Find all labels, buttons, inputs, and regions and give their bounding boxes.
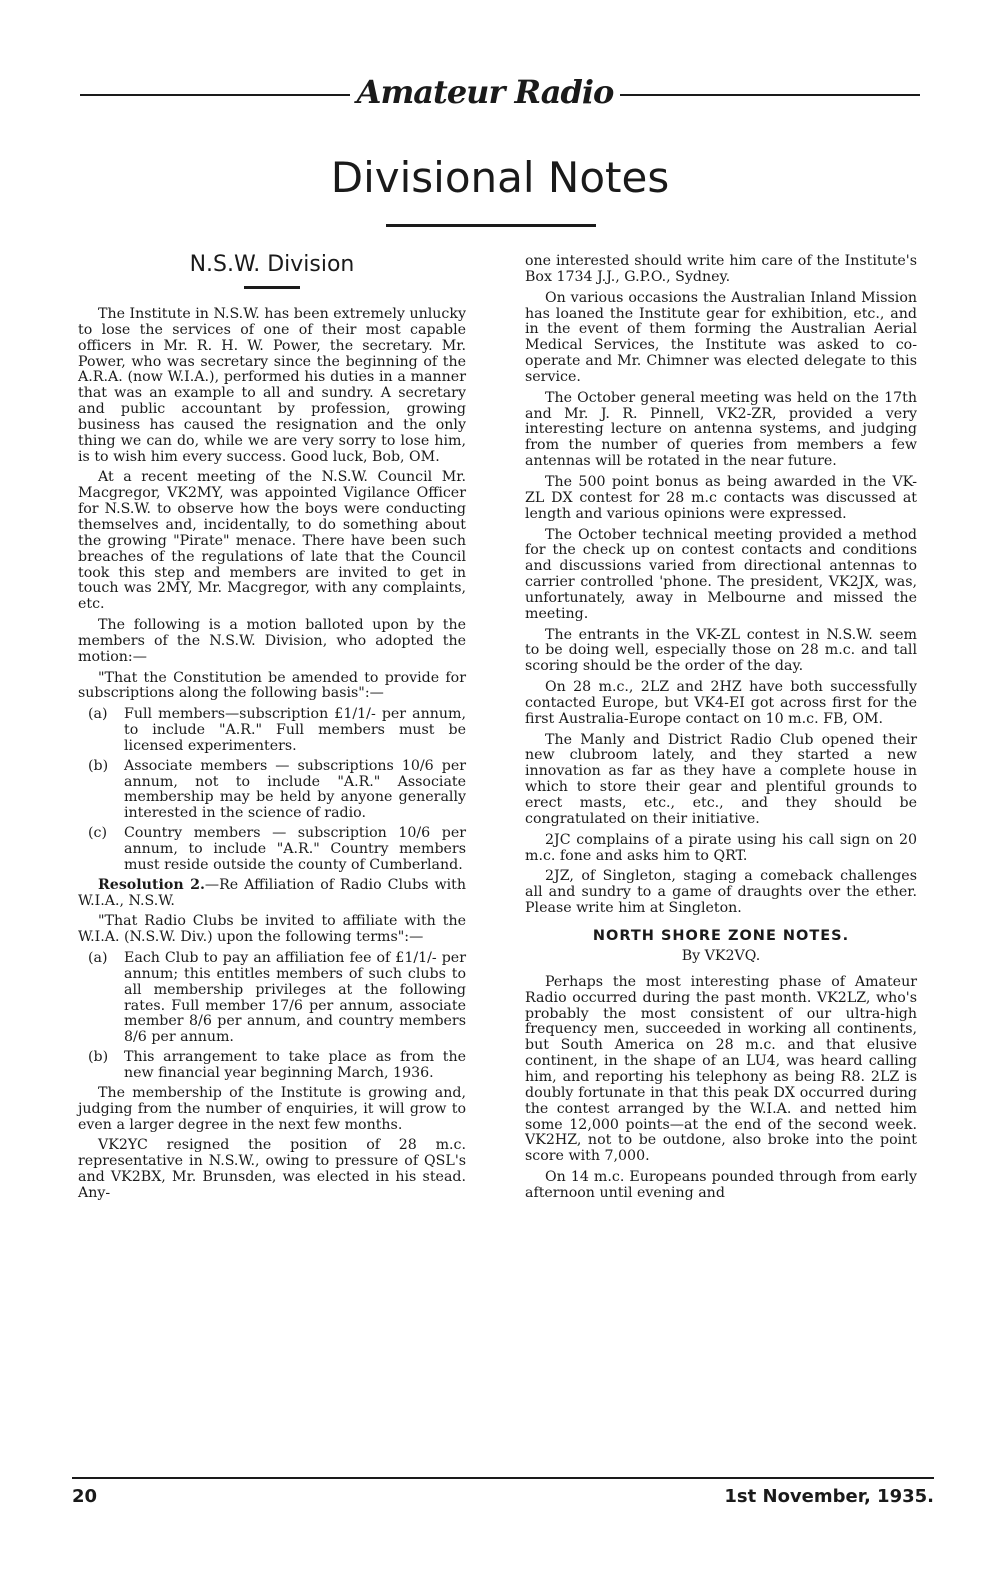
right-column	[525, 254, 917, 1207]
masthead-logo: Amateur Radio	[356, 73, 614, 111]
affiliation-item	[88, 951, 466, 1046]
affiliation-item	[88, 1050, 466, 1082]
subscription-item	[88, 707, 466, 755]
footer-rule	[72, 1477, 934, 1479]
page-title: Divisional Notes	[330, 153, 670, 202]
paragraph: The entrants in the VK-ZL contest in N.S.W. seem to be doing well, especially those on 28 m.c. and tall scoring should be the order of the day.	[525, 626, 917, 675]
page-number: 20	[72, 1486, 98, 1507]
list-text: This arrangement to take place as from the new financial year beginning March, 1936.	[124, 1049, 466, 1081]
subsection-heading: NORTH SHORE ZONE NOTES.	[592, 927, 850, 944]
paragraph-continued: one interested should write him care of the Institute's Box 1734 J.J., G.P.O., Sydney.	[525, 253, 917, 285]
title-underline	[386, 224, 596, 227]
list-text: Associate members — subscriptions 10/6 per annum, not to include "A.R." Associate membership may be held by anyone generally interested in the science of radio.	[124, 757, 466, 822]
paragraph: The 500 point bonus as being awarded in the VK-ZL DX contest for 28 m.c contacts was discussed at length and various opinions were expressed.	[525, 473, 917, 522]
masthead-rule-left	[80, 94, 350, 96]
resolution-quote: "That Radio Clubs be invited to affiliate with the W.I.A. (N.S.W. Div.) upon the following terms":—	[78, 913, 466, 946]
resolution-lead: Resolution 2.	[98, 876, 205, 893]
paragraph: "That the Constitution be amended to provide for subscriptions along the following basis":—	[78, 669, 466, 702]
paragraph: The following is a motion balloted upon by the members of the N.S.W. Division, who adopted the motion:—	[78, 617, 466, 665]
subscription-item	[88, 826, 466, 874]
section-rule	[244, 286, 300, 289]
paragraph: Perhaps the most interesting phase of Amateur Radio occurred during the past month. VK2LZ, who's probably the most consistent of our ultra-high frequency men, succeeded in working all continents, but South America on 28 m.c. and that elusive continent, in the shape of an LU4, was heard calling him, and reporting his telephony as being R8. 2LZ is doubly fortunate in that this peak DX occurred during the contest arranged by the W.I.A. and netted him some 12,000 points—at the end of the second week. VK2HZ, not to be outdone, also broke into the point score with 7,000.	[525, 973, 917, 1165]
paragraph: VK2YC resigned the position of 28 m.c. representative in N.S.W., owing to pressure of QSL's and VK2BX, Mr. Brunsden, was elected in his stead. Any-	[78, 1137, 466, 1201]
subscription-item	[88, 759, 466, 822]
paragraph: The October general meeting was held on the 17th and Mr. J. R. Pinnell, VK2-ZR, provided a very interesting lecture on antenna systems, and judging from the number of queries from members a few antennas will be rotated in the near future.	[525, 389, 917, 470]
byline: By VK2VQ.	[681, 947, 761, 964]
masthead-rule-right	[620, 94, 920, 96]
list-label: (a)	[88, 706, 108, 723]
list-label: (c)	[88, 825, 108, 842]
resolution-paragraph	[78, 878, 466, 910]
paragraph: The membership of the Institute is growing and, judging from the number of enquiries, it will grow to even a larger degree in the next few months.	[78, 1084, 466, 1133]
resolution-text: —Re Affiliation of Radio Clubs with W.I.A., N.S.W.	[78, 876, 466, 909]
paragraph: On 14 m.c. Europeans pounded through from early afternoon until evening and	[525, 1169, 917, 1201]
paragraph: At a recent meeting of the N.S.W. Council Mr. Macgregor, VK2MY, was appointed Vigilance Officer for N.S.W. to observe how the boys were conducting themselves and, incidentally, to do something about the growing "Pirate" menace. There have been such breaches of the regulations of late that the Council took this step and members are invited to get in touch was 2MY, Mr. Macgregor, with any complaints, etc.	[78, 469, 466, 613]
list-text: Full members—subscription £1/1/- per annum, to include "A.R." Full members must be licensed experimenters.	[124, 706, 466, 754]
list-label: (b)	[88, 1049, 109, 1066]
list-text: Each Club to pay an affiliation fee of £1/1/- per annum; this entitles members of such clubs to all membership privileges at the following rates. Full member 17/6 per annum, associate member 8/6 per annum, and country members 8/6 per annum.	[124, 950, 466, 1046]
paragraph: The Institute in N.S.W. has been extremely unlucky to lose the services of one of their most capable officers in Mr. R. H. W. Power, the secretary. Mr. Power, who was secretary since the beginning of the A.R.A. (now W.I.A.), performed his duties in a manner that was an example to all and sundry. A secretary and public accountant by profession, growing business has caused the resignation and the only thing we can do, while we are very sorry to lose him, is to wish him every success. Good luck, Bob, OM.	[78, 306, 466, 465]
list-label: (b)	[88, 757, 109, 774]
section-heading: N.S.W. Division	[189, 252, 355, 277]
masthead	[60, 72, 940, 112]
paragraph: The Manly and District Radio Club opened their new clubroom lately, and they started a new innovation as far as they have a complete house in which to store their gear and plentiful grounds to erect masts, etc., etc., and they should be congratulated on their initiative.	[525, 731, 917, 827]
list-text: Country members — subscription 10/6 per annum, to include "A.R." Country members must reside outside the county of Cumberland.	[124, 825, 466, 873]
paragraph: The October technical meeting provided a method for the check up on contest contacts and conditions and discussions varied from directional antennas to carrier controlled 'phone. The president, VK2JX, was, unfortunately, away in Melbourne and missed the meeting.	[525, 526, 917, 622]
issue-date: 1st November, 1935.	[724, 1486, 934, 1507]
paragraph: On 28 m.c., 2LZ and 2HZ have both successfully contacted Europe, but VK4-EI got across first for the first Australia-Europe contact on 10 m.c. FB, OM.	[525, 679, 917, 727]
left-column	[78, 250, 466, 1207]
paragraph: 2JZ, of Singleton, staging a comeback challenges all and sundry to a game of draughts over the ether. Please write him at Singleton.	[525, 868, 917, 917]
paragraph: On various occasions the Australian Inland Mission has loaned the Institute gear for exhibition, etc., and in the event of them forming the Australian Aerial Medical Services, the Institute was asked to co-operate and Mr. Chimner was elected delegate to this service.	[525, 289, 917, 385]
paragraph: 2JC complains of a pirate using his call sign on 20 m.c. fone and asks him to QRT.	[525, 831, 917, 864]
list-label: (a)	[88, 950, 108, 967]
